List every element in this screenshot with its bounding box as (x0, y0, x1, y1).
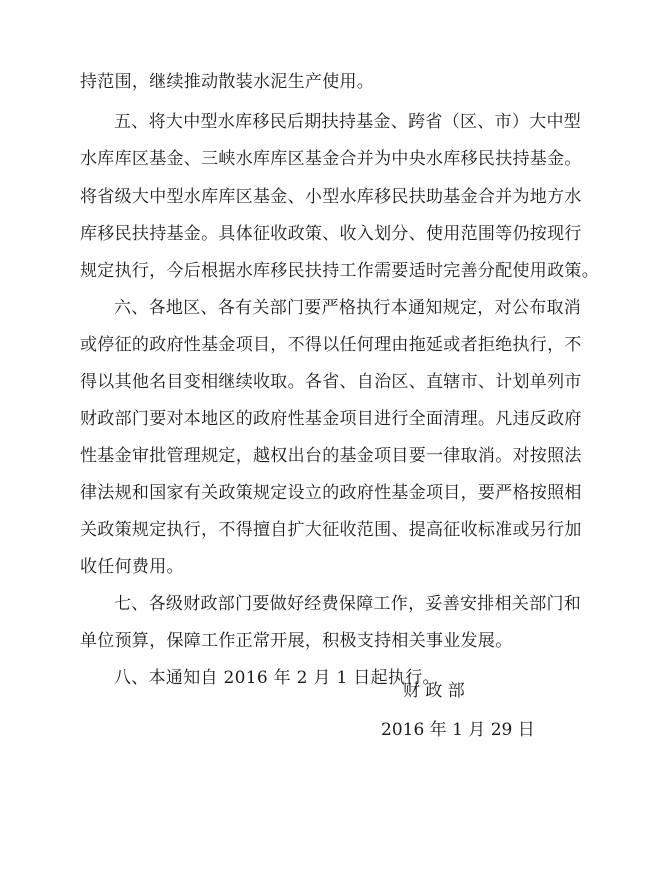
text-line-15: 七、各级财政部门要做好经费保障工作，妥善安排相关部门和 (114, 594, 582, 614)
text-line-8: 或停征的政府性基金项目，不得以任何理由拖延或者拒绝执行，不 (80, 335, 582, 355)
text-line-6: 规定执行，今后根据水库移民扶持工作需要适时完善分配使用政策。 (80, 261, 599, 281)
text-line-10: 财政部门要对本地区的政府性基金项目进行全面清理。凡违反政府 (80, 409, 582, 429)
text-line-5: 库移民扶持基金。具体征收政策、收入划分、使用范围等仍按现行 (80, 224, 582, 244)
text-line-14: 收任何费用。 (80, 557, 184, 577)
text-line-2: 五、将大中型水库移民后期扶持基金、跨省（区、市）大中型 (114, 112, 582, 132)
text-line-9: 得以其他名目变相继续收取。各省、自治区、直辖市、计划单列市 (80, 372, 582, 392)
text-line-12: 律法规和国家有关政策规定设立的政府性基金项目，要严格按照相 (80, 483, 582, 503)
text-line-16: 单位预算，保障工作正常开展，积极支持相关事业发展。 (80, 631, 513, 651)
text-line-17: 八、本通知自 2016 年 2 月 1 日起执行。 (114, 668, 440, 688)
text-line-3: 水库库区基金、三峡水库库区基金合并为中央水库移民扶持基金。 (80, 149, 582, 169)
issue-date: 2016 年 1 月 29 日 (381, 720, 535, 740)
text-line-4: 将省级大中型水库库区基金、小型水库移民扶助基金合并为地方水 (80, 187, 582, 207)
text-line-7: 六、各地区、各有关部门要严格执行本通知规定，对公布取消 (114, 298, 582, 318)
text-line-13: 关政策规定执行，不得擅自扩大征收范围、提高征收标准或另行加 (80, 520, 582, 540)
issuer-signature: 财 政 部 (403, 681, 465, 701)
text-line-1: 持范围，继续推动散装水泥生产使用。 (80, 72, 375, 92)
text-line-11: 性基金审批管理规定，越权出台的基金项目要一律取消。对按照法 (80, 446, 582, 466)
